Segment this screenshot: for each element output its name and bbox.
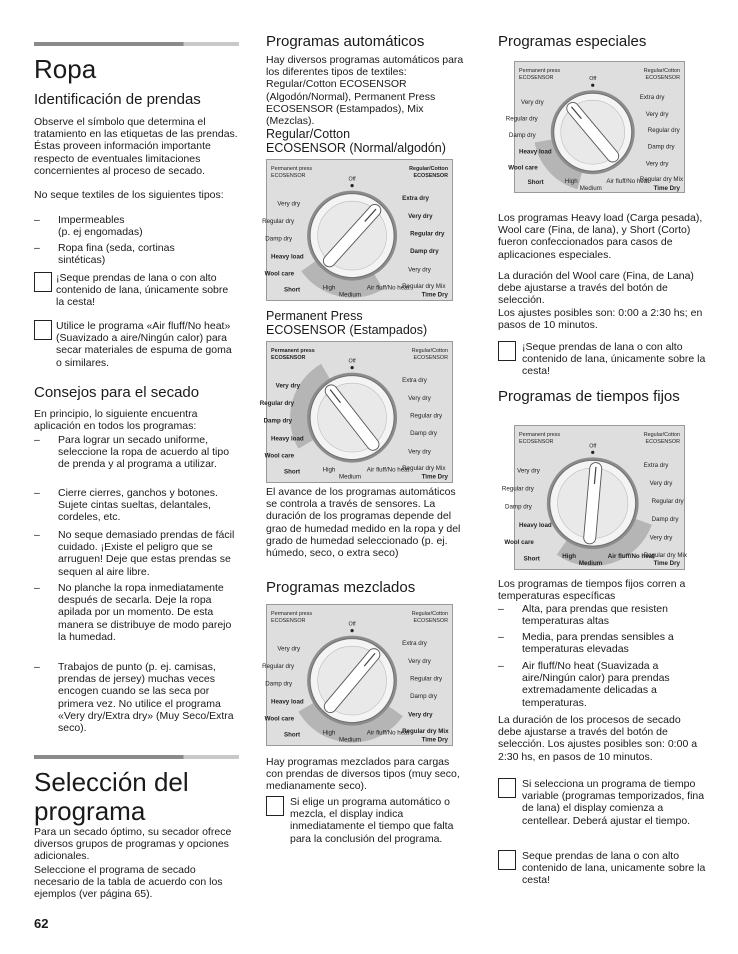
- note-text: Si selecciona un programa de tiempo variable (programas temporizados, fina de lana) el display comienza a centellear. Deberá ajustar el tiempo.: [522, 778, 705, 827]
- note-display: [266, 796, 474, 845]
- dial-label: Time Dry: [421, 736, 448, 744]
- dial-label: Regular dry: [259, 400, 295, 407]
- dial-label: Wool care: [264, 715, 295, 723]
- note-wool-2: [498, 850, 706, 887]
- note-text: ¡Seque prendas de lana o con alto contenido de lana, únicamente sobre la cesta!: [56, 272, 229, 309]
- dial-label: ECOSENSOR: [271, 173, 306, 179]
- dial-label: ECOSENSOR: [271, 618, 306, 624]
- section-rule: [34, 42, 239, 46]
- dial-label: Regular dry Mix: [639, 175, 684, 183]
- dial-label: ECOSENSOR: [271, 355, 306, 361]
- dial-label: Air fluff/No heat: [607, 553, 655, 561]
- note-timed-variable: [498, 778, 706, 827]
- dial-label: Very dry: [408, 394, 431, 402]
- list-item: – Media, para prendas sensibles a temperaturas elevadas: [498, 631, 704, 655]
- dial-label: Short: [283, 468, 301, 476]
- heading-consejos: Consejos para el secado: [34, 384, 200, 401]
- paragraph: La duración de los procesos de secado debe ajustarse a través del botón de selección. Los ajustes posibles son: 0:00 a 2:30 hs, en pasos de 10 minutos.: [498, 714, 698, 763]
- list-item: – No seque demasiado prendas de fácil cuidado. ¡Existe el peligro que se arruguen! Deje que estas prendas se sequen al aire libre.: [34, 529, 239, 578]
- dial-label: Very dry: [277, 645, 301, 653]
- dial-label: ECOSENSOR: [519, 75, 554, 81]
- note-icon: [34, 320, 52, 340]
- dial-label: Time Dry: [653, 560, 680, 568]
- page-number: 62: [34, 916, 49, 931]
- dial-label: Very dry: [645, 110, 669, 118]
- subheading-regular-cotton: Regular/Cotton ECOSENSOR (Normal/algodón): [266, 127, 446, 155]
- dial-label: Off: [589, 76, 597, 83]
- note-text: Seque prendas de lana o con alto contenido de lana, unicamente sobre la cesta!: [522, 850, 706, 887]
- dial-label: Medium: [338, 473, 362, 481]
- dial-label: Time Dry: [653, 185, 680, 193]
- section-rule: [34, 755, 239, 759]
- note-icon: [34, 272, 52, 292]
- dial-label: Regular dry: [262, 218, 295, 225]
- paragraph: Los programas Heavy load (Carga pesada), Wool care (Fina, de lana), y Short (Corto) fueron confeccionados para casos de aplicaciones especiales.: [498, 212, 703, 261]
- dial-label: Very dry: [408, 212, 433, 220]
- paragraph: Observe el símbolo que determina el tratamiento en las etiquetas de las prendas. Éstas proveen información importante respecto de eventuales limitaciones concernientes al proceso de secado.: [34, 116, 238, 177]
- dial-label: Regular dry Mix: [402, 283, 446, 291]
- dial-label: Air fluff/No heat: [366, 729, 410, 737]
- dial-label: Short: [527, 179, 544, 187]
- dial-label: Heavy load: [271, 698, 304, 706]
- dial-label: ECOSENSOR: [413, 618, 448, 624]
- dial-label: Off: [348, 621, 356, 628]
- list-item: – Air fluff/No heat (Suavizada a aire/Ningún calor) para prendas extremadamente delicadas a temperaturas.: [498, 660, 704, 709]
- list-item: – Alta, para prendas que resisten temperaturas altas: [498, 603, 704, 627]
- dial-label: Regular dry: [501, 485, 534, 493]
- dial-label: Extra dry: [402, 376, 427, 384]
- dial-label: Very dry: [408, 266, 431, 274]
- section-title-ropa: Ropa: [34, 54, 97, 84]
- dial-label: High: [562, 553, 577, 561]
- dial-label: Regular dry: [262, 663, 295, 670]
- dial-label: Time Dry: [421, 473, 448, 481]
- dial-label: Short: [523, 555, 540, 563]
- list-item: – No planche la ropa inmediatamente después de secarla. Deje la ropa apilada por un momento. De esta manera se distribuye de modo parejo la humedad.: [34, 582, 239, 643]
- note-text: Utilice le programa «Air fluff/No heat» (Suavizado a aire/Ningún calor) para secar materiales de espuma de goma o similares.: [56, 320, 232, 369]
- dial-label: ECOSENSOR: [413, 173, 448, 179]
- dial-label: High: [322, 729, 336, 737]
- dial-label: Very dry: [408, 657, 431, 665]
- dial-label: Short: [283, 731, 301, 739]
- dial-label: Damp dry: [410, 248, 439, 256]
- dial-label: Permanent press: [271, 166, 313, 172]
- paragraph: La duración del Wool care (Fina, de Lana) debe ajustarse a través del botón de selección.: [498, 270, 694, 307]
- paragraph: En principio, lo siguiente encuentra aplicación en todos los programas:: [34, 408, 198, 433]
- dial-permanent-press: [259, 341, 453, 483]
- dial-label: Regular dry Mix: [643, 551, 687, 559]
- dial-label: Damp dry: [265, 235, 293, 243]
- dial-label: High: [322, 284, 336, 292]
- paragraph: Los programas de tiempos fijos corren a temperaturas específicas: [498, 578, 686, 603]
- dial-label: High: [322, 466, 336, 474]
- list-item: – Ropa fina (seda, cortinas sintéticas): [34, 242, 208, 266]
- list-item: – Trabajos de punto (p. ej. camisas, prendas de jersey) muchas veces encogen cuando se las seca por primera vez. No utilice el programa «Very dry/Extra dry» (Muy Seco/Extra seco).: [34, 661, 239, 734]
- heading-tiempos-fijos: Programas de tiempos fijos: [498, 388, 680, 405]
- dial-label: Medium: [578, 560, 603, 568]
- dial-label: Regular dry Mix: [402, 465, 446, 473]
- dial-label: ECOSENSOR: [519, 439, 554, 445]
- dial-label: Air fluff/No heat: [366, 466, 410, 474]
- note-text: ¡Seque prendas de lana o con alto contenido de lana, únicamente sobre la cesta!: [522, 341, 706, 378]
- dial-special: [505, 61, 685, 193]
- dial-label: Regular dry: [410, 230, 445, 238]
- dial-label: Regular dry: [647, 127, 680, 135]
- dial-label: High: [564, 178, 578, 186]
- dial-label: Wool care: [264, 452, 295, 460]
- list-item: – Para lograr un secado uniforme, seleccione la ropa de acuerdo al tipo de prenda y al programa a utilizar.: [34, 434, 239, 471]
- dial-label: Time Dry: [421, 291, 448, 299]
- dial-label: Medium: [579, 185, 602, 193]
- dial-label: Damp dry: [263, 417, 293, 425]
- dial-label: Heavy load: [519, 148, 552, 156]
- dial-label: Regular dry: [505, 115, 538, 123]
- paragraph: Hay diversos programas automáticos para los diferentes tipos de textiles: Regular/Cotton ECOSENSOR (Algodón/Normal), Permanent Press ECOSENSOR (Estampados), Mix (Mezclas).: [266, 54, 464, 128]
- dial-label: Damp dry: [410, 693, 437, 701]
- paragraph: El avance de los programas automáticos se controla a través de sensores. La duración de los programas depende del grao de humedad medido en la ropa y del grado de humedad seleccionado (p. ej. húmedo, seco, o extra seco): [266, 486, 461, 560]
- dial-label: Extra dry: [643, 461, 669, 469]
- dial-label: Very dry: [645, 160, 669, 168]
- dial-label: Short: [283, 286, 301, 294]
- dial-label: Wool care: [504, 538, 534, 546]
- dial-label: Very dry: [649, 534, 673, 542]
- dial-label: Regular dry: [410, 412, 443, 420]
- dial-label: ECOSENSOR: [645, 439, 680, 445]
- dial-label: Permanent press: [271, 348, 315, 354]
- dial-label: Regular/Cotton: [643, 68, 680, 74]
- dial-timed: [501, 425, 687, 570]
- dial-label: Air fluff/No heat: [366, 284, 410, 292]
- dial-regular-cotton: [262, 159, 453, 301]
- dial-label: Regular dry: [651, 498, 684, 506]
- paragraph: Los ajustes posibles son: 0:00 a 2:30 hs; en pasos de 10 minutos.: [498, 307, 703, 332]
- section-title-seleccion: Selección del programa: [34, 767, 189, 826]
- dial-label: Very dry: [275, 382, 301, 390]
- dial-label: Heavy load: [519, 521, 552, 529]
- dial-label: Heavy load: [271, 435, 304, 443]
- paragraph: Seleccione el programa de secado necesario de la tabla de acuerdo con los ejemplos (ver página 65).: [34, 864, 223, 901]
- dial-label: Extra dry: [402, 639, 427, 647]
- dial-mix: [262, 604, 453, 746]
- dial-label: Regular/Cotton: [411, 611, 448, 617]
- note-icon: [498, 341, 516, 361]
- heading-automaticos: Programas automáticos: [266, 33, 425, 50]
- dial-label: Medium: [338, 291, 362, 299]
- dial-label: Damp dry: [508, 131, 536, 139]
- dial-label: Very dry: [408, 448, 431, 456]
- dial-label: Permanent press: [519, 432, 561, 438]
- dial-label: Off: [348, 358, 356, 365]
- dial-label: Wool care: [508, 164, 538, 172]
- dial-label: Permanent press: [271, 611, 313, 617]
- subheading-permanent-press: Permanent Press ECOSENSOR (Estampados): [266, 309, 428, 337]
- note-wool: [34, 272, 239, 309]
- list-item: – Cierre cierres, ganchos y botones. Sujete cintas sueltas, delantales, cordeles, etc.: [34, 487, 239, 524]
- dial-label: Regular dry: [410, 675, 443, 683]
- dial-label: Off: [589, 443, 597, 450]
- note-wool: [498, 341, 706, 378]
- dial-label: Very dry: [649, 480, 673, 488]
- dial-label: Very dry: [517, 467, 540, 475]
- heading-especiales: Programas especiales: [498, 33, 647, 50]
- note-icon: [498, 850, 516, 870]
- dial-label: Damp dry: [265, 680, 293, 688]
- dial-label: Air fluff/No heat: [606, 178, 649, 186]
- paragraph: Hay programas mezclados para cargas con prendas de diversos tipos (muy seco, medianamente seco).: [266, 756, 460, 793]
- dial-label: Regular/Cotton: [643, 432, 680, 438]
- dial-label: Extra dry: [402, 194, 429, 202]
- heading-identificacion: Identificación de prendas: [34, 91, 201, 108]
- heading-mezclados: Programas mezclados: [266, 579, 416, 596]
- note-icon: [266, 796, 284, 816]
- dial-label: Wool care: [264, 270, 295, 278]
- dial-label: Very dry: [408, 711, 433, 719]
- paragraph: No seque textiles de los siguientes tipos:: [34, 189, 224, 201]
- note-air-fluff: [34, 320, 239, 369]
- dial-label: Damp dry: [505, 503, 532, 511]
- dial-label: Extra dry: [639, 94, 665, 102]
- dial-label: Damp dry: [651, 516, 679, 524]
- note-text: Si elige un programa automático o mezcla, el display indica inmediatamente el tiempo que falta para la conclusión del programa.: [290, 796, 454, 845]
- dial-label: Heavy load: [271, 253, 304, 261]
- dial-label: Regular/Cotton: [411, 348, 448, 354]
- dial-label: Very dry: [277, 200, 301, 208]
- dial-label: Regular/Cotton: [409, 166, 448, 172]
- dial-label: Damp dry: [647, 143, 675, 151]
- dial-label: Permanent press: [519, 68, 561, 74]
- list-item: – Impermeables (p. ej engomadas): [34, 214, 239, 238]
- dial-label: Very dry: [521, 99, 544, 107]
- note-icon: [498, 778, 516, 798]
- paragraph: Para un secado óptimo, su secador ofrece diversos grupos de programas y opciones adicionales.: [34, 826, 232, 863]
- dial-label: ECOSENSOR: [645, 75, 680, 81]
- dial-label: ECOSENSOR: [413, 355, 448, 361]
- dial-label: Damp dry: [410, 430, 437, 438]
- dial-label: Off: [348, 176, 356, 183]
- dial-label: Regular dry Mix: [402, 728, 449, 736]
- dial-label: Medium: [338, 736, 362, 744]
